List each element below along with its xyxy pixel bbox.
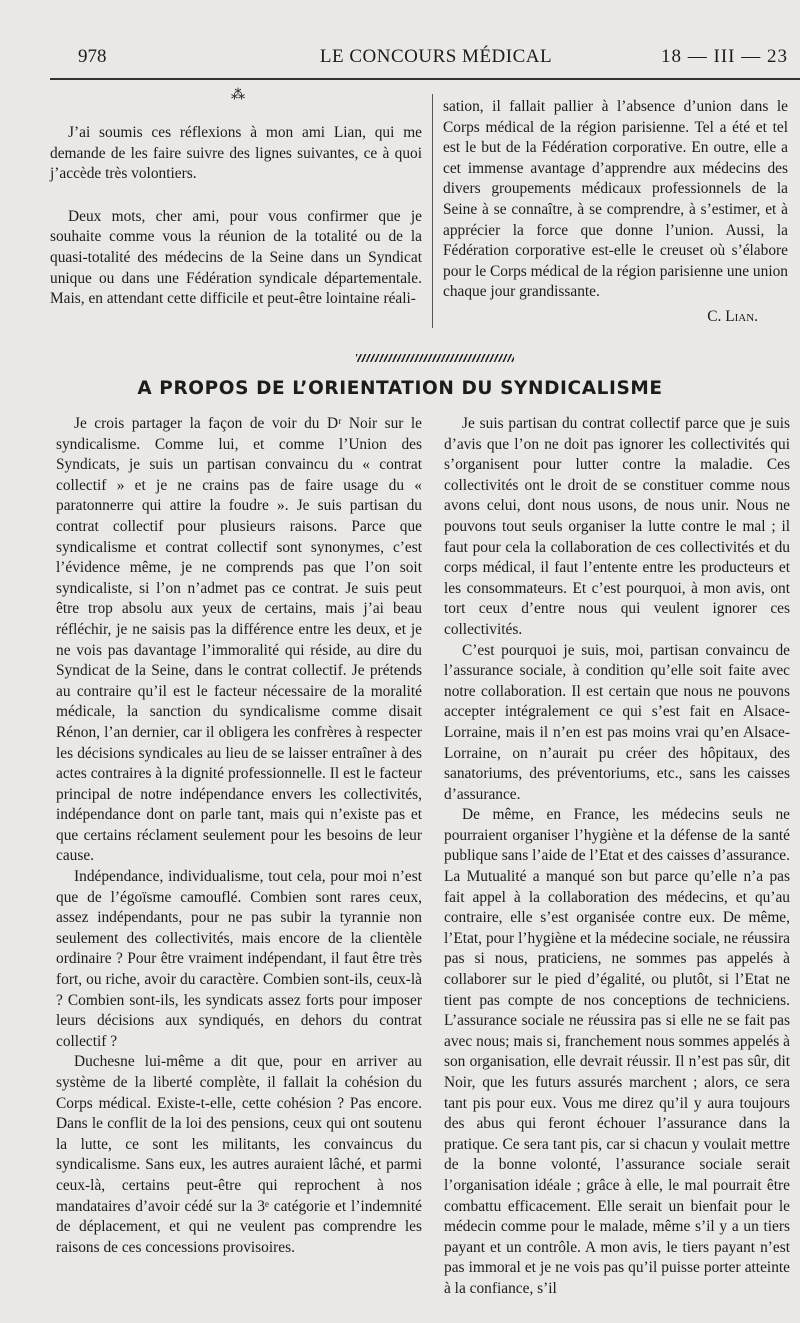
article-title: A PROPOS DE L’ORIENTATION DU SYNDICALISME <box>137 378 663 399</box>
paragraph: Je suis partisan du contrat collectif parce que je suis d’avis que l’on ne doit pas ignorer les collectivités qui s’organisent pour lutter contre la maladie. Ces collectivités ont le droit de se constituer comme nous avons celui, dont nous usons, de nous unir. Nous ne pouvons tout seuls organiser la lutte contre le mal ; il faut pour cela la collaboration de ces collectivités et du corps médical, il faut l’entente entre les producteurs et les consommateurs. Et c’est pourquoi, à mon avis, ont tort ceux d’entre nous qui veulent ignorer ces collectivités. <box>444 415 790 638</box>
page-header <box>78 46 794 70</box>
article-right-column <box>444 414 790 1300</box>
page-number: 978 <box>78 46 107 67</box>
paragraph: Je crois partager la façon de voir du Dʳ Noir sur le syndicalisme. Comme lui, et comme l’Union des Syndicats, je suis un partisan convaincu du « contrat collectif » et je ne crains pas de faire usage du « paratonnerre qui attire la foudre ». Je suis partisan du contrat collectif pour plusieurs raisons. Parce que syndicalisme et contrat collectif sont synonymes, c’est l’évidence même, je ne comprends pas que l’on soit syndicaliste, si l’on n’admet pas ce contrat. Je suis peut être trop absolu aux yeux de certains, mais j’ai beau réfléchir, je ne saisis pas la différence entre les deux, et je ne vois pas davantage l’immoralité qui réside, au dire du Syndicat de la Seine, dans le contrat collectif. Je prétends au contraire qu’il est le facteur nécessaire de la moralité médicale, la sanction du syndicalisme comme disait Rénon, l’an dernier, car il obligera les confrères à respecter les décisions syndicales au lieu de se laisser entraîner à des actes contraires à la dignité professionnelle. Il est le facteur principal de notre indépendance envers les collectivités, indépendance dont on parle tant, mais qui n’existe pas et que certains réclament seulement pour les besoins de leur cause. <box>56 415 422 865</box>
signature: C. Lian. <box>707 307 758 325</box>
journal-title: LE CONCOURS MÉDICAL <box>319 46 553 67</box>
top-left-column <box>50 123 422 310</box>
column-divider <box>432 94 433 328</box>
top-right-column <box>443 97 788 328</box>
paragraph: J’ai soumis ces réflexions à mon ami Lian, qui me demande de les faire suivre des lignes suivantes, ce à quoi j’accède très volontiers. <box>50 124 422 183</box>
paragraph: Duchesne lui-même a dit que, pour en arriver au système de la liberté complète, il fallait la cohésion du Corps médical. Existe-t-elle, cette cohésion ? Pas encore. Dans le conflit de la loi des pensions, ceux qui ont soutenu la lutte, ce sont les militants, les convaincus du syndicalisme. Sans eux, les autres auraient lâché, et parmi ceux-là, certains peut-être qui reprochent à nos mandataires d’avoir cédé sur la 3ᵉ catégorie et l’indemnité de déplacement, et qui ne veulent pas comprendre les raisons de ces concessions provisoires. <box>56 1053 422 1256</box>
asterism: ⁂ <box>231 88 245 103</box>
paragraph: C’est pourquoi je suis, moi, partisan convaincu de l’assurance sociale, à condition qu’elle soit faite avec notre collaboration. Il est certain que nous ne pouvons accepter intégralement ce qui s’est fait en Alsace-Lorraine, mais il n’en est pas moins vrai qu’en Alsace-Lorraine, on n’aurait pu créer des hôpitaux, des sanatoriums, des préventoriums, etc., sans les caisses d’assurance. <box>444 641 790 803</box>
paragraph: sation, il fallait pallier à l’absence d’union dans le Corps médical de la région parisienne. Tel a été et tel est le but de la Fédération corporative. En outre, elle a cet immense avantage d’apprendre aux médecins des divers groupements médicaux professionnels de la Seine à se connaître, à se comprendre, à s’estimer, et à apprécier la force que donne l’union. Aussi, la Fédération corporative est-elle le creuset où s’élabore pour le Corps médical de la région parisienne une union chaque jour grandissante. <box>443 98 788 301</box>
paragraph: Deux mots, cher ami, pour vous confirmer que je souhaite comme vous la réunion de la totalité ou de la quasi-totalité des médecins de la Seine dans un Syndicat unique ou dans une Fédération syndicale départementale. Mais, en attendant cette difficile et peut-être lointaine réali- <box>50 207 422 308</box>
issue-date: 18 — III — 23 <box>661 46 788 67</box>
article-left-column <box>56 414 422 1258</box>
header-rule <box>50 78 800 80</box>
decorative-separator <box>356 354 514 362</box>
paragraph: De même, en France, les médecins seuls ne pourraient organiser l’hygiène et la défense de la santé publique sans l’aide de l’Etat et des caisses d’assurance. La Mutualité a manqué son but parce qu’elle n’a pas fait appel à la collaboration des médecins, et qu’au contraire, elle s’est organisée contre eux. De même, l’Etat, pour l’hygiène et la médecine sociale, ne réussira pas si nous, praticiens, ne sommes pas appelés à collaborer sur le pied d’égalité, ou plutôt, si l’Etat ne tient pas compte de nos conceptions de techniciens. L’assurance sociale ne réussira pas si elle ne se fait pas avec nous; mais si, franchement nous sommes appelés à son organisation, elle devrait réussir. Il n’est pas sûr, dit Noir, que les futurs assurés marchent ; alors, ce sera tant pis pour eux. Vous me direz qu’il y aura toujours des abus qui feront échouer l’assurance dans la pratique. Ce sera tant pis, car si chacun y voulait mettre de la bonne volonté, l’assurance sociale serait l’organisation idéale ; grâce à elle, le mal pourrait être combattu efficacement. Elle serait un bienfait pour le médecin comme pour le malade, même s’il y a un tiers payant et un contrôle. A mon avis, le tiers payant n’est pas immoral et je ne vois pas qu’il puisse porter atteinte à la confiance, s’il <box>444 806 790 1297</box>
paragraph: Indépendance, individualisme, tout cela, pour moi n’est que de l’égoïsme camouflé. Combien sont rares ceux, assez indépendants, pour ne pas subir la tyrannie non seulement des collectivités, mais encore de la clientèle ordinaire ? Pour être vraiment indépendant, il faut être très fort, ou riche, avoir du caractère. Combien sont-ils, ceux-là ? Combien sont-ils, les syndicats assez forts pour imposer leurs décisions aux syndiqués, en dehors du contrat collectif ? <box>56 868 422 1050</box>
